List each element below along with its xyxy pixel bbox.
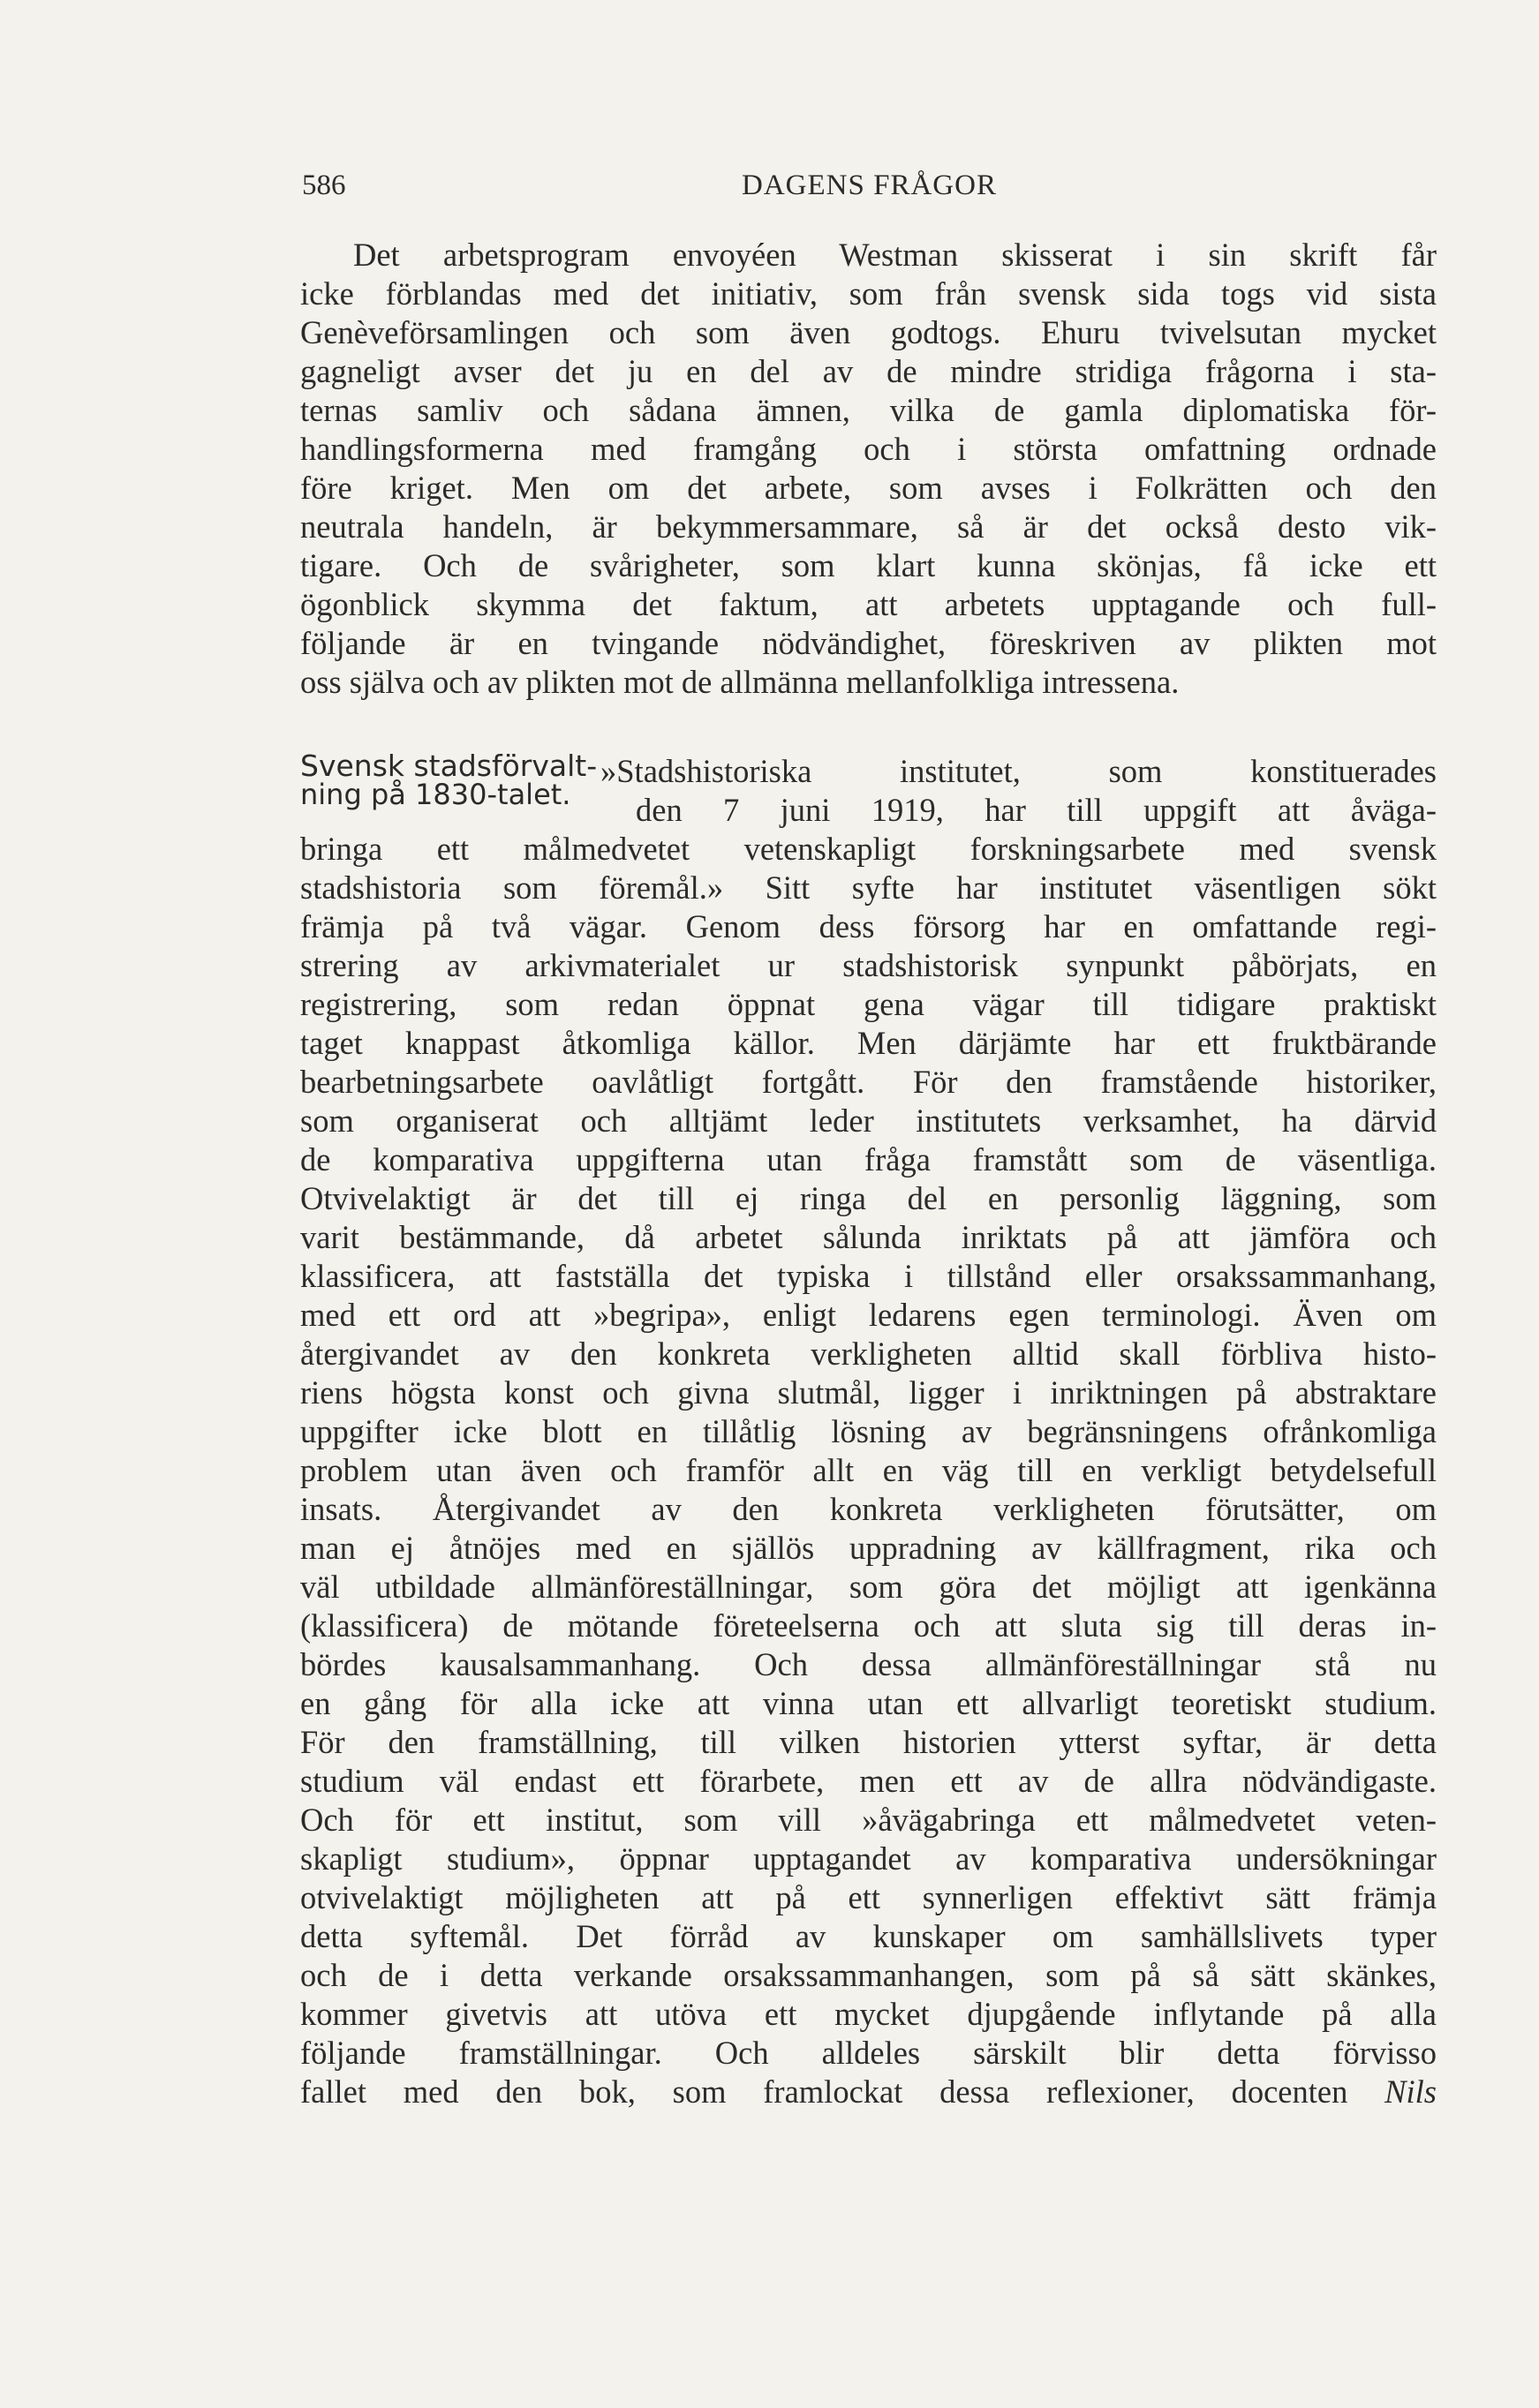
text-line: taget knappast åtkomliga källor. Men därjämte har ett fruktbärande (300, 1025, 1437, 1061)
page-number: 586 (302, 169, 346, 201)
text-line: Och för ett institut, som vill »åvägabringa ett målmedvetet veten- (300, 1802, 1437, 1838)
text-line-final (300, 2073, 1437, 2111)
page-header (302, 169, 1437, 214)
text-line-final-text: fallet med den bok, som framlockat dessa reflexioner, docenten (300, 2073, 1348, 2110)
text-line: detta syftemål. Det förråd av kunskaper om samhällslivets typer (300, 1918, 1437, 1954)
text-line: väl utbildade allmänföreställningar, som göra det möjligt att igenkänna (300, 1569, 1437, 1605)
text-line: stadshistoria som föremål.» Sitt syfte har institutet väsentligen sökt (300, 869, 1437, 906)
text-line: Genèveförsamlingen och som även godtogs. Ehuru tvivelsutan mycket (300, 314, 1437, 350)
text-line: främja på två vägar. Genom dess försorg har en omfattande regi- (300, 908, 1437, 944)
text-line: före kriget. Men om det arbete, som avses i Folkrätten och den (300, 470, 1437, 506)
text-line: För den framställning, till vilken historien ytterst syftar, är detta (300, 1724, 1437, 1760)
text-line: uppgifter icke blott en tillåtlig lösning av begränsningens ofrånkomliga (300, 1413, 1437, 1449)
text-line: med ett ord att »begripa», enligt ledarens egen terminologi. Även om (300, 1297, 1437, 1333)
text-line: neutrala handeln, är bekymmersammare, så är det också desto vik- (300, 508, 1437, 545)
text-line: bördes kausalsammanhang. Och dessa allmänföreställningar stå nu (300, 1646, 1437, 1682)
text-line: man ej åtnöjes med en själlös uppradning av källfragment, rika och (300, 1530, 1437, 1566)
text-line: studium väl endast ett förarbete, men ett av de allra nödvändigaste. (300, 1763, 1437, 1799)
text-line: bearbetningsarbete oavlåtligt fortgått. För den framstående historiker, (300, 1064, 1437, 1100)
text-line: ternas samliv och sådana ämnen, vilka de gamla diplomatiska för- (300, 392, 1437, 428)
text-line: ögonblick skymma det faktum, att arbetets upptagande och full- (300, 586, 1437, 622)
text-line: insats. Återgivandet av den konkreta verkligheten förutsätter, om (300, 1491, 1437, 1527)
text-line: strering av arkivmaterialet ur stadshistorisk synpunkt påbörjats, en (300, 947, 1437, 983)
text-line: riens högsta konst och givna slutmål, ligger i inriktningen på abstraktare (300, 1374, 1437, 1411)
italic-name: Nils (1384, 2073, 1437, 2110)
text-line: varit bestämmande, då arbetet sålunda inriktats på att jämföra och (300, 1219, 1437, 1255)
text-line: Det arbetsprogram envoyéen Westman skisserat i sin skrift får (353, 237, 1437, 273)
text-line: återgivandet av den konkreta verkligheten alltid skall förbliva histo- (300, 1336, 1437, 1372)
text-line: oss själva och av plikten mot de allmänna mellanfolkliga intressena. (300, 664, 1180, 700)
text-line: problem utan även och framför allt en väg till en verkligt betydelsefull (300, 1452, 1437, 1488)
running-title: DAGENS FRÅGOR (742, 169, 997, 201)
section-heading: ning på 1830-talet. (300, 778, 571, 811)
text-line: och de i detta verkande orsakssammanhangen, som på så sätt skänkes, (300, 1957, 1437, 1993)
text-line: Otvivelaktigt är det till ej ringa del en personlig läggning, som (300, 1180, 1437, 1216)
text-line: skapligt studium», öppnar upptagandet av komparativa undersökningar (300, 1840, 1437, 1877)
text-line: en gång för alla icke att vinna utan ett allvarligt teoretiskt studium. (300, 1685, 1437, 1721)
text-line: icke förblandas med det initiativ, som från svensk sida togs vid sista (300, 275, 1437, 312)
text-line: otvivelaktigt möjligheten att på ett synnerligen effektivt sätt främja (300, 1879, 1437, 1915)
text-line: »Stadshistoriska institutet, som konstituerades (600, 753, 1437, 789)
text-line: de komparativa uppgifterna utan fråga framstått som de väsentliga. (300, 1141, 1437, 1178)
text-line: den 7 juni 1919, har till uppgift att åväga- (636, 792, 1437, 828)
text-line: klassificera, att fastställa det typiska i tillstånd eller orsakssammanhang, (300, 1258, 1437, 1294)
text-line: bringa ett målmedvetet vetenskapligt forskningsarbete med svensk (300, 831, 1437, 867)
text-line: tigare. Och de svårigheter, som klart kunna skönjas, få icke ett (300, 547, 1437, 583)
text-line: följande framställningar. Och alldeles särskilt blir detta förvisso (300, 2035, 1437, 2071)
text-line: som organiserat och alltjämt leder institutets verksamhet, ha därvid (300, 1102, 1437, 1139)
text-line: kommer givetvis att utöva ett mycket djupgående inflytande på alla (300, 1996, 1437, 2032)
section-heading: Svensk stadsförvalt- (300, 749, 598, 783)
text-line: gagneligt avser det ju en del av de mindre stridiga frågorna i sta- (300, 353, 1437, 389)
text-line: registrering, som redan öppnat gena vägar till tidigare praktiskt (300, 986, 1437, 1022)
text-line: handlingsformerna med framgång och i största omfattning ordnade (300, 431, 1437, 467)
text-line: (klassificera) de mötande företeelserna och att sluta sig till deras in- (300, 1607, 1437, 1644)
text-line: följande är en tvingande nödvändighet, föreskriven av plikten mot (300, 625, 1437, 661)
